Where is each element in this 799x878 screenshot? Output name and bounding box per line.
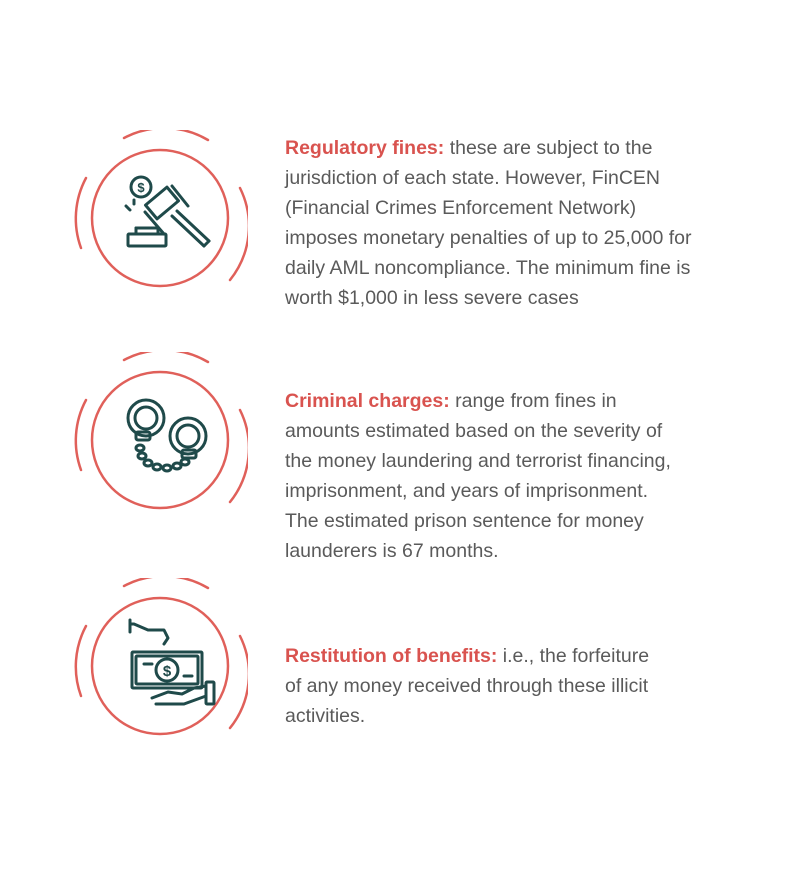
text-line: jurisdiction of each state. However, FinCEN [285,167,660,189]
svg-text:$: $ [162,663,172,680]
text-line: Regulatory fines: these are subject to the [285,137,653,159]
text-line: The estimated prison sentence for money [285,510,644,532]
text-line: of any money received through these illicit [285,675,649,697]
text-line: amounts estimated based on the severity of [285,420,663,442]
text-line: Restitution of benefits: i.e., the forfeiture [285,645,650,667]
gavel-icon [72,130,248,306]
handcuffs-icon [72,352,248,528]
text-line: imprisonment, and years of imprisonment. [285,480,649,502]
handcuffs-emblem [72,352,248,528]
text-line: (Financial Crimes Enforcement Network) [285,197,637,219]
item-label: Regulatory fines: [285,137,445,159]
text-line: imposes monetary penalties of up to 25,000 for [285,227,692,249]
item-label: Criminal charges: [285,390,450,412]
text-line: daily AML noncompliance. The minimum fine is [285,257,691,279]
money-exchange-icon [72,578,248,754]
svg-text:$: $ [137,180,145,195]
text-line: the money laundering and terrorist financing, [285,450,671,472]
text-line: worth $1,000 in less severe cases [285,287,579,309]
text-line: launderers is 67 months. [285,540,499,562]
criminal-charges-text [285,386,745,566]
gavel-emblem [72,130,248,306]
restitution-text [285,641,745,731]
text-line: activities. [285,705,366,727]
money-exchange-emblem [72,578,248,754]
regulatory-fines-text [285,133,745,313]
item-label: Restitution of benefits: [285,645,498,667]
text-line: Criminal charges: range from fines in [285,390,617,412]
